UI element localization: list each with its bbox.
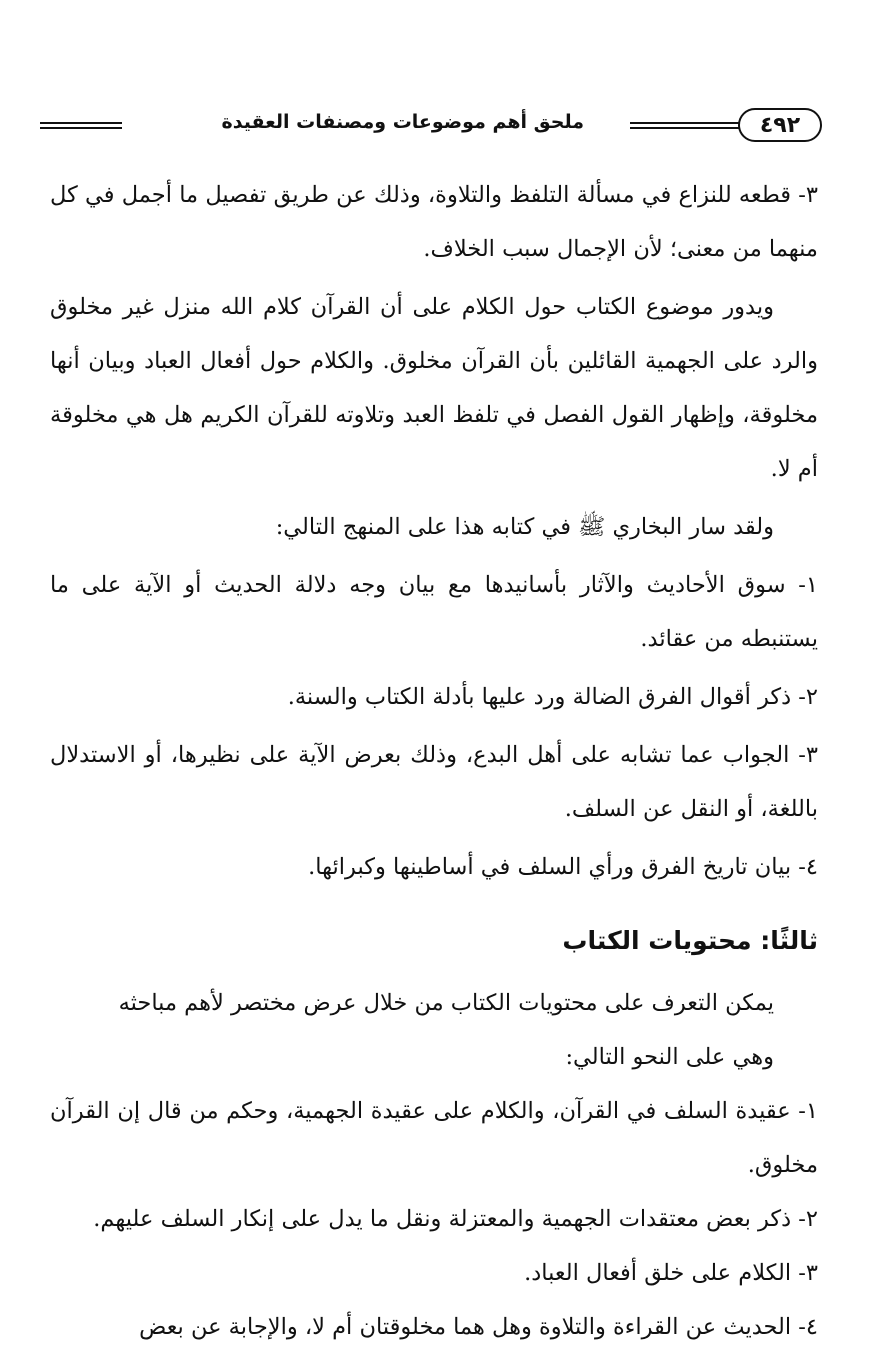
paragraph-item-3: ٣- قطعه للنزاع في مسألة التلفظ والتلاوة، وذلك عن طريق تفصيل ما أجمل في كل منهما من معنى؛ لأن الإجمال سبب الخلاف.	[50, 182, 818, 262]
content-item-1: ١- عقيدة السلف في القرآن، والكلام على عقيدة الجهمية، وحكم من قال إن القرآن مخلوق.	[50, 1098, 818, 1178]
paragraph-method-intro: ولقد سار البخاري ﷺ في كتابه هذا على المنهج التالي:	[275, 514, 774, 540]
header-rule-left	[40, 122, 122, 129]
content-item-4: ٤- الحديث عن القراءة والتلاوة وهل هما مخلوقتان أم لا، والإجابة عن بعض	[139, 1314, 818, 1340]
method-item-1: ١- سوق الأحاديث والآثار بأسانيدها مع بيان وجه دلالة الحديث أو الآية على ما يستنبطه من عقائد.	[50, 572, 818, 652]
paragraph-topic: ويدور موضوع الكتاب حول الكلام على أن القرآن كلام الله منزل غير مخلوق والرد على الجهمية القائلين بأن القرآن مخلوق. والكلام حول أفعال العباد وبيان أنها مخلوقة، وإظهار القول الفصل في تلفظ العبد وتلاوته للقرآن الكريم هل هي مخلوقة أم لا.	[50, 294, 818, 482]
running-title: ملحق أهم موضوعات ومصنفات العقيدة	[216, 111, 590, 133]
section-heading: ثالثًا: محتويات الكتاب	[562, 926, 818, 955]
content-item-2: ٢- ذكر بعض معتقدات الجهمية والمعتزلة ونقل ما يدل على إنكار السلف عليهم.	[93, 1206, 818, 1232]
header-rule-right	[630, 122, 742, 129]
method-item-2: ٢- ذكر أقوال الفرق الضالة ورد عليها بأدلة الكتاب والسنة.	[287, 684, 818, 710]
running-header	[40, 106, 822, 146]
page-body	[50, 168, 818, 1354]
page-number: ٤٩٢	[738, 108, 822, 142]
method-item-4: ٤- بيان تاريخ الفرق ورأي السلف في أساطينها وكبرائها.	[308, 854, 818, 880]
method-item-3: ٣- الجواب عما تشابه على أهل البدع، وذلك بعرض الآية على نظيرها، أو الاستدلال باللغة، أو النقل عن السلف.	[50, 742, 818, 822]
section-intro-2: وهي على النحو التالي:	[565, 1044, 774, 1070]
section-intro-1: يمكن التعرف على محتويات الكتاب من خلال عرض مختصر لأهم مباحثه	[118, 990, 774, 1016]
content-item-3: ٣- الكلام على خلق أفعال العباد.	[524, 1260, 818, 1286]
